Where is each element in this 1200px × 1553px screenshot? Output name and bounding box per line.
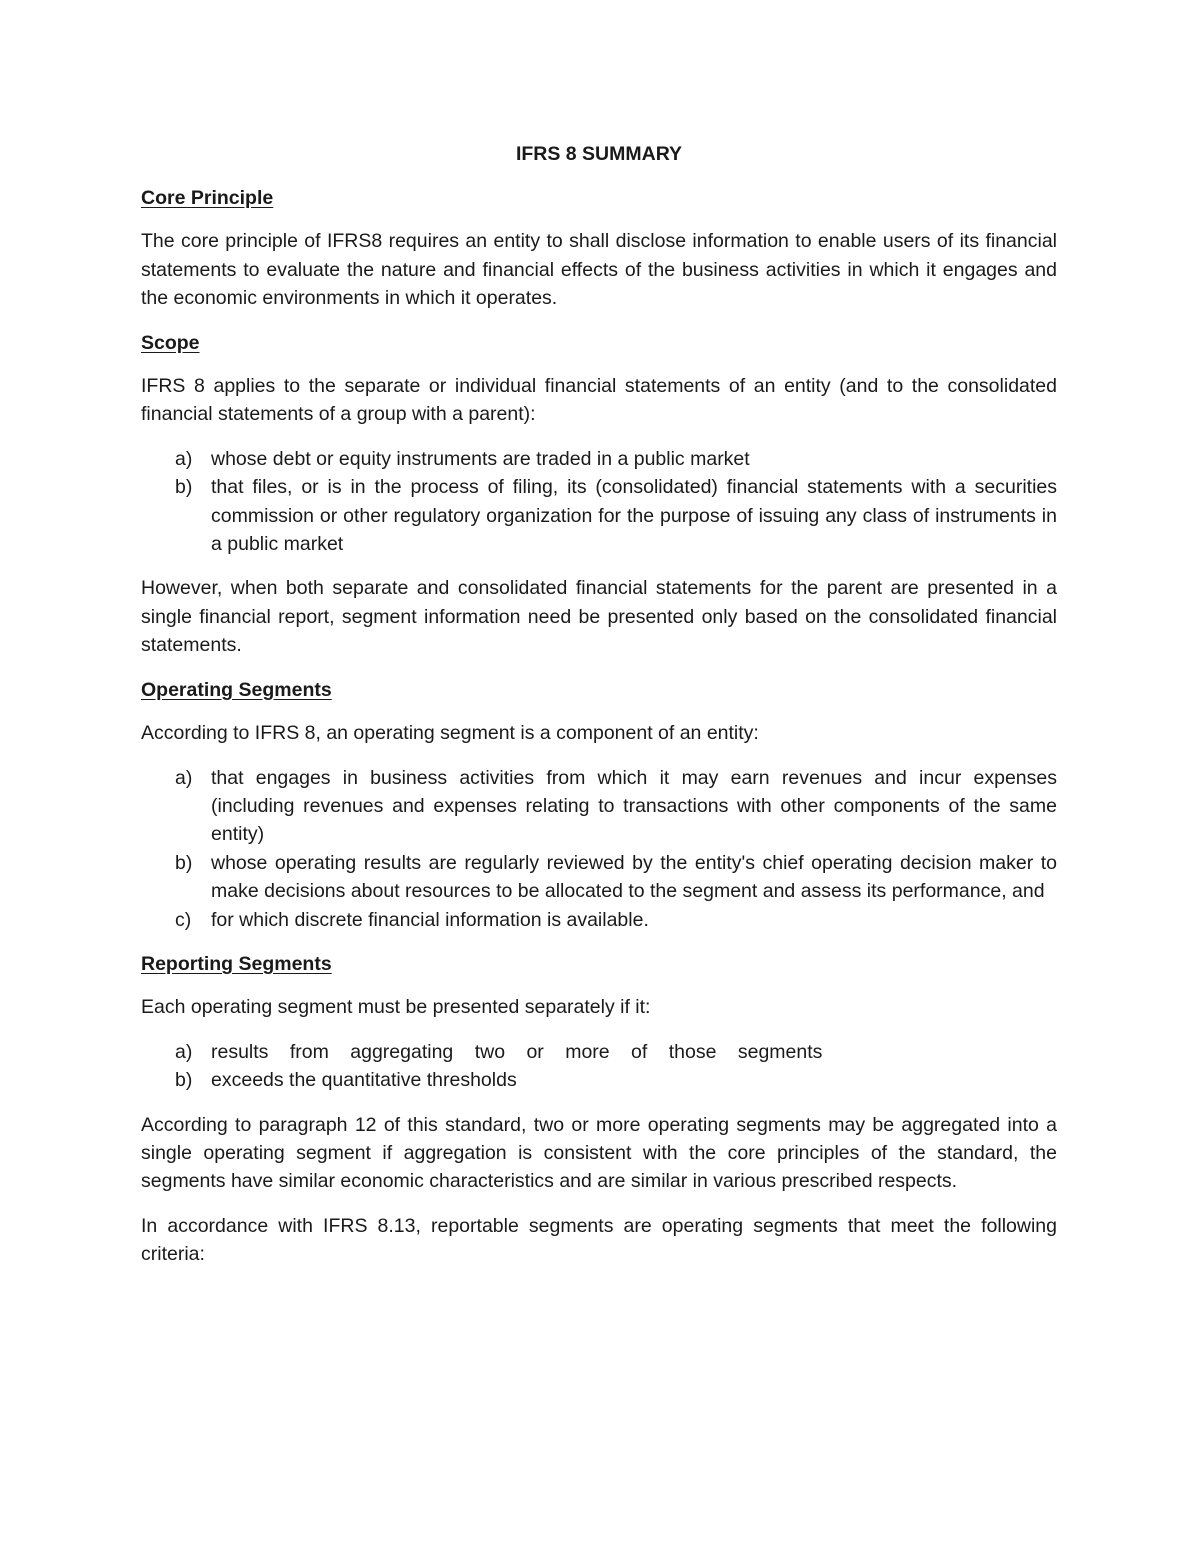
operating-segments-list — [141, 764, 1057, 934]
core-principle-paragraph: The core principle of IFRS8 requires an entity to shall disclose information to enable users of its financial statements to evaluate the nature and financial effects of the business activities in which it engages and the economic environments in which it operates. — [141, 230, 1057, 310]
operating-segments-paragraph: According to IFRS 8, an operating segment is a component of an entity: — [141, 722, 759, 745]
heading-reporting-segments: Reporting Segments — [141, 952, 332, 975]
list-marker: c) — [175, 908, 192, 931]
list-marker: b) — [175, 851, 193, 874]
list-item-text: whose debt or equity instruments are traded in a public market — [211, 447, 750, 470]
document-title: IFRS 8 SUMMARY — [515, 143, 683, 165]
list-item — [141, 1038, 1057, 1066]
list-item-text: for which discrete financial information is available. — [211, 908, 649, 931]
list-item-text: whose operating results are regularly reviewed by the entity's chief operating decision maker to make decisions about resources to be allocated to the segment and assess its performance, and — [211, 851, 1057, 903]
list-item — [141, 1066, 1057, 1094]
list-item — [141, 764, 1057, 849]
paragraph-12-text: According to paragraph 12 of this standard, two or more operating segments may be aggregated into a single operating segment if aggregation is consistent with the core principles of the standard, the segments have similar economic characteristics and are similar in various prescribed respects. — [141, 1113, 1057, 1193]
list-item-text: results from aggregating two or more of those segments — [211, 1040, 823, 1063]
list-marker: a) — [175, 447, 193, 470]
list-marker: b) — [175, 476, 193, 499]
list-item-text: that files, or is in the process of filing, its (consolidated) financial statements with a securities commission or other regulatory organization for the purpose of issuing any class of instruments in a public market — [211, 476, 1057, 556]
ifrs-8-13-text: In accordance with IFRS 8.13, reportable segments are operating segments that meet the following criteria: — [141, 1214, 1057, 1266]
scope-list — [141, 445, 1057, 559]
list-item — [141, 906, 1057, 934]
scope-paragraph: IFRS 8 applies to the separate or individual financial statements of an entity (and to the consolidated financial statements of a group with a parent): — [141, 375, 1057, 426]
document-body — [141, 140, 1057, 1285]
scope-however-paragraph: However, when both separate and consolidated financial statements for the parent are presented in a single financial report, segment information need be presented only based on the consolidated financial statements. — [141, 577, 1057, 657]
heading-core-principle: Core Principle — [141, 187, 274, 209]
list-item-text: that engages in business activities from which it may earn revenues and incur expenses (including revenues and expenses relating to transactions with other components of the same entity) — [211, 766, 1057, 846]
reporting-segments-list — [141, 1038, 1057, 1095]
list-marker: b) — [175, 1069, 193, 1092]
list-item-text: exceeds the quantitative thresholds — [211, 1069, 517, 1092]
list-item — [141, 473, 1057, 558]
heading-operating-segments: Operating Segments — [141, 678, 332, 701]
heading-scope: Scope — [141, 331, 200, 354]
list-marker: a) — [175, 1040, 193, 1063]
list-marker: a) — [175, 766, 193, 789]
list-item — [141, 849, 1057, 906]
list-item — [141, 445, 1057, 473]
reporting-segments-paragraph: Each operating segment must be presented separately if it: — [141, 996, 651, 1019]
